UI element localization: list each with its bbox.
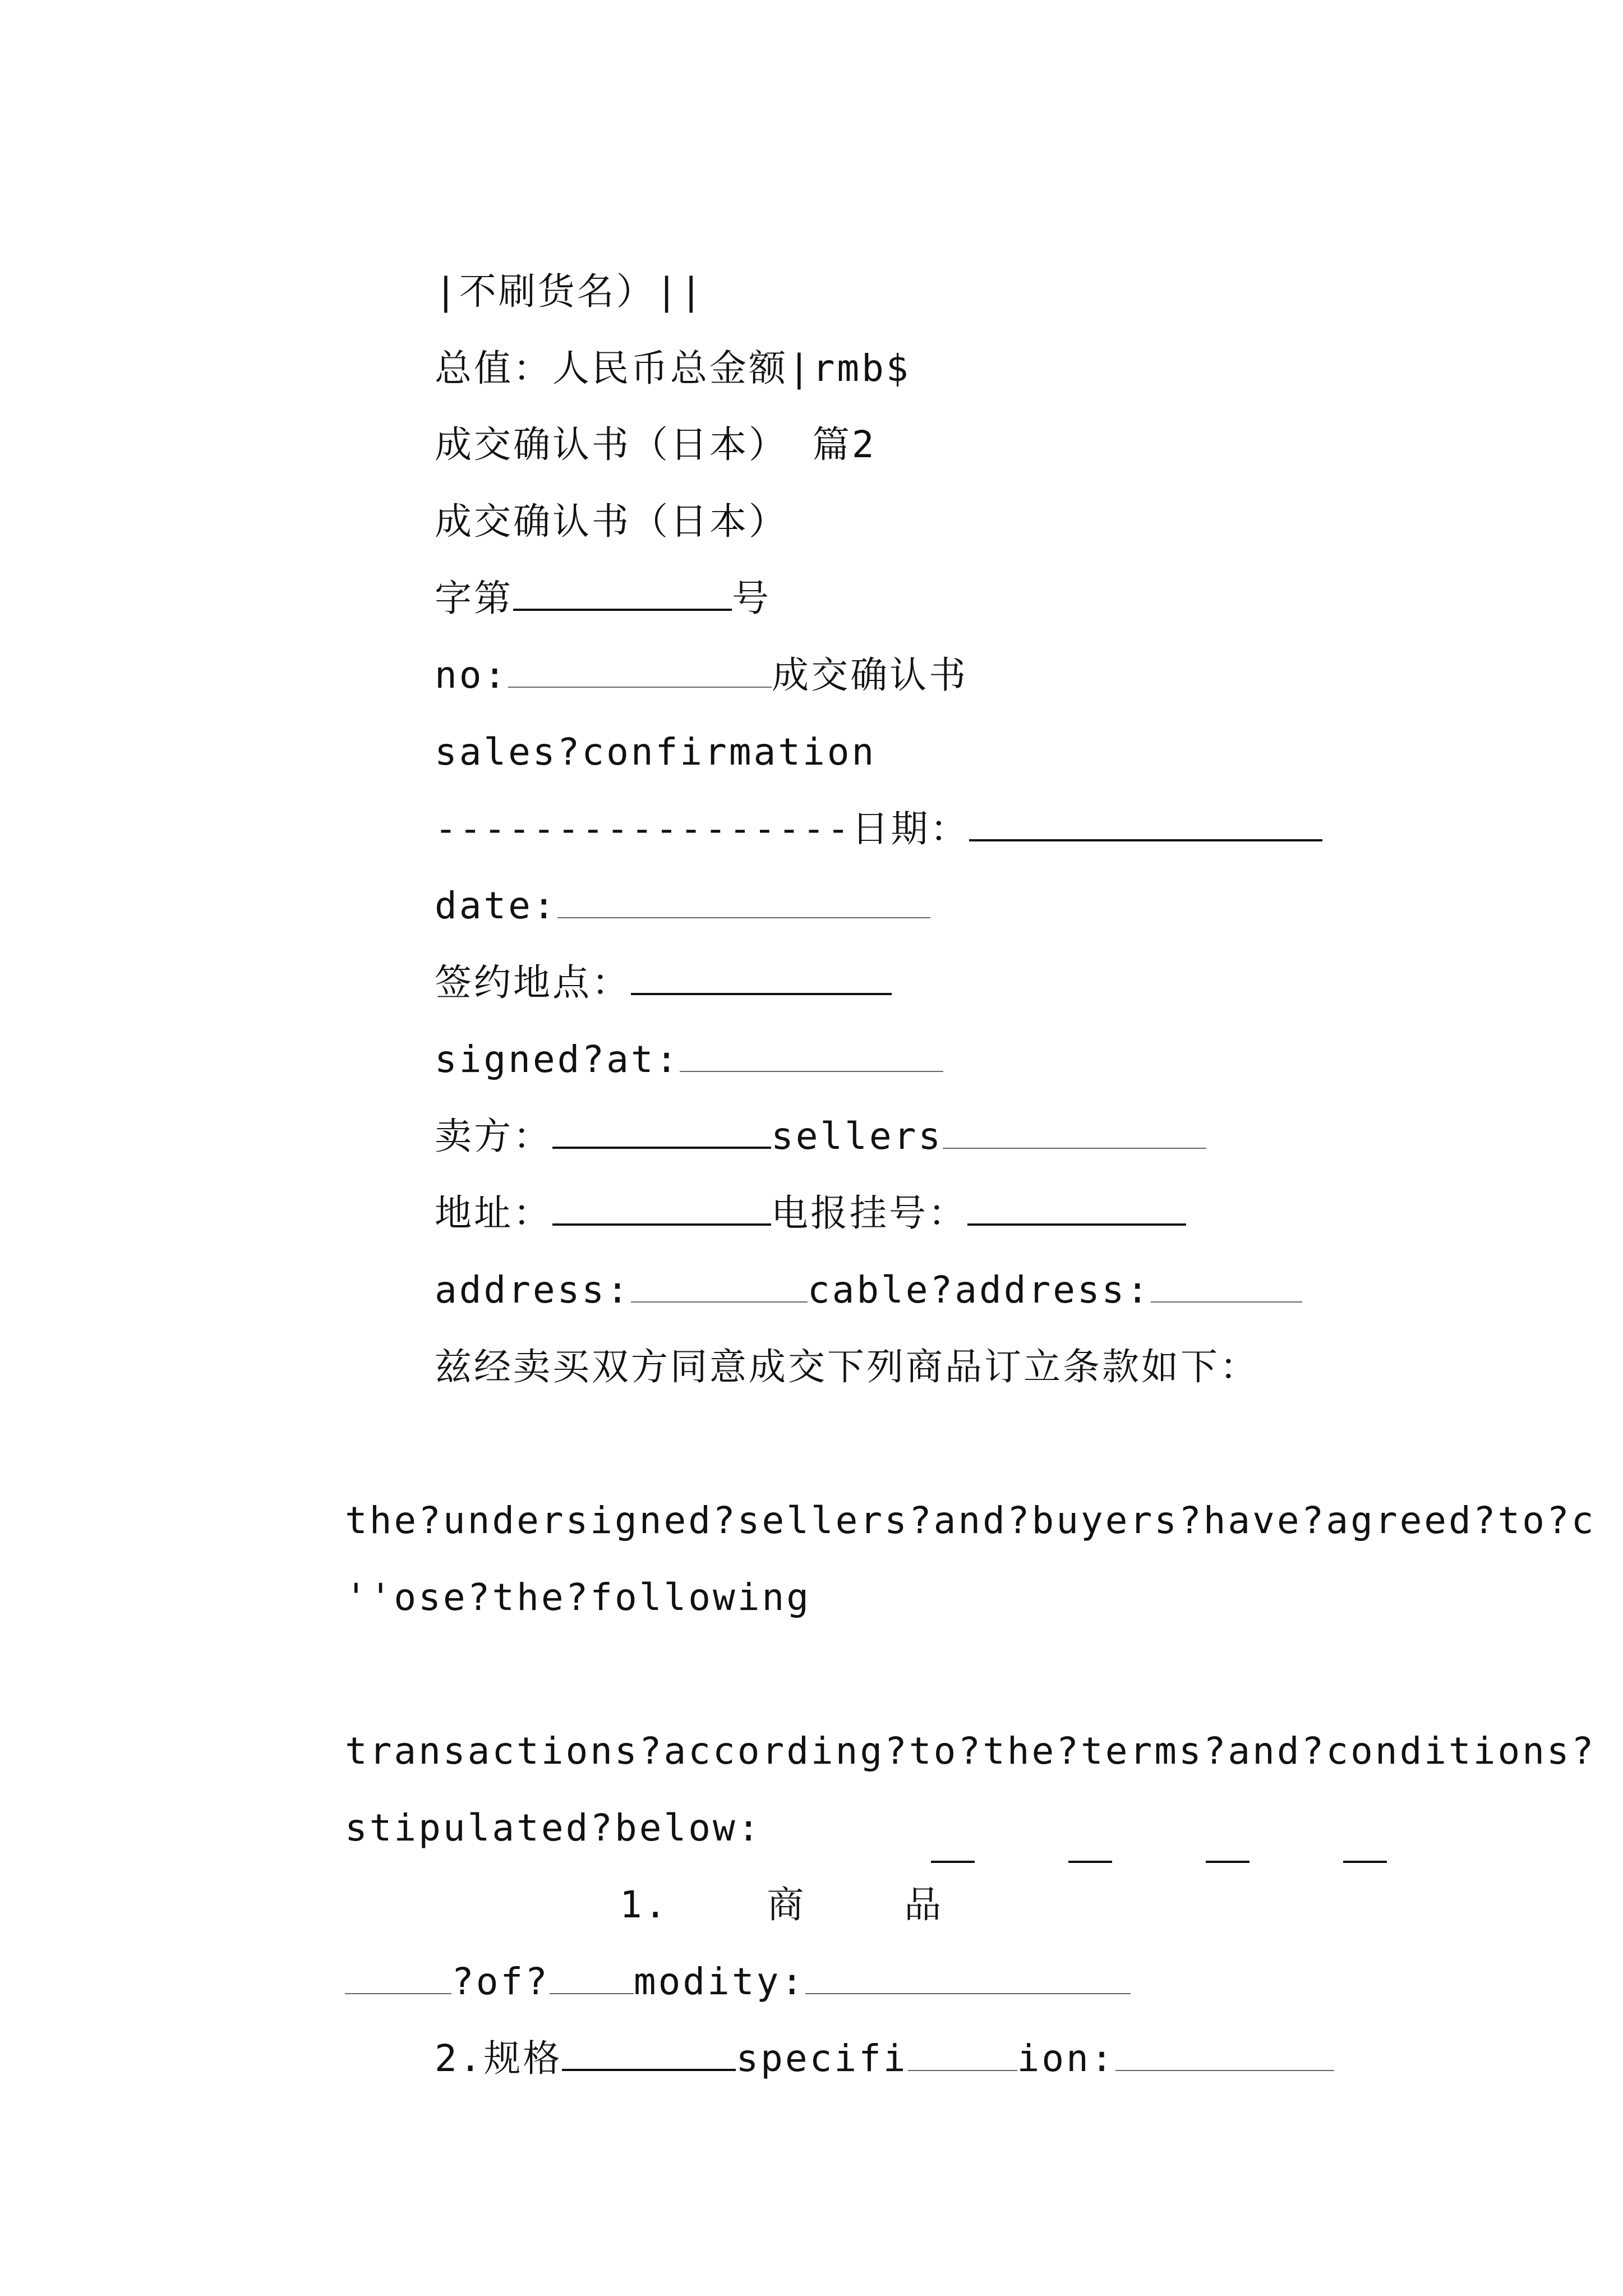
field-label: ion: [1017,2037,1115,2080]
field-label: sellers [771,1115,943,1158]
field-label: 2.规格 [434,2037,562,2080]
field-label: 卖方： [434,1115,552,1158]
line-text: ''ose?the?following [344,1576,811,1619]
clause-specification [336,1983,1334,2134]
clause-label: 1. 商 品 [619,1883,944,1926]
line-text: |不刷货名）|| [434,270,705,313]
field-label: signed?at: [434,1038,680,1081]
field-segment [1343,1829,1387,1863]
field-label: cable?address: [807,1268,1151,1312]
specification-field[interactable] [1115,2039,1334,2071]
line-text: 成交确认书（日本） [434,500,788,543]
line-text: 成交确认书（日本） 篇2 [434,423,877,466]
line-text: transactions?according?to?the?terms?and?conditions? [344,1729,1596,1773]
field-label: 签约地点： [434,961,631,1004]
line-text: stipulated?below: [344,1806,762,1849]
date-field-cn[interactable] [969,808,1322,841]
field-segment [1068,1829,1112,1863]
line-text: 总值：人民币总金额|rmb$ [434,347,911,390]
field-label: date: [434,884,557,927]
field-label: 成交确认书 [772,654,969,697]
field-label: ?of? [451,1960,550,2003]
line-text: the?undersigned?sellers?and?buyers?have?agreed?to?c [344,1499,1596,1542]
commodity-field-cn[interactable] [931,1829,1391,1880]
field-label: 电报挂号： [771,1191,967,1235]
specification-mid-field[interactable] [908,2039,1017,2071]
field-label: no: [434,654,509,697]
specification-field-cn[interactable] [562,2037,736,2071]
field-label: modity: [633,1960,806,2003]
line-text: 兹经卖买双方同意成交下列商品订立条款如下： [434,1345,1259,1388]
field-label: -----------------日期： [434,807,970,850]
line-agreement-en-2 [247,1522,811,1673]
field-label: 号 [731,577,771,620]
field-label: address: [434,1268,631,1312]
line-agreement-cn [336,1291,1259,1443]
field-label: 地址： [434,1191,552,1235]
field-segment [931,1829,975,1863]
line-text: sales?confirmation [434,730,877,774]
field-label: 字第 [434,577,513,620]
field-label: specifi [736,2037,908,2080]
field-segment [1206,1829,1249,1863]
